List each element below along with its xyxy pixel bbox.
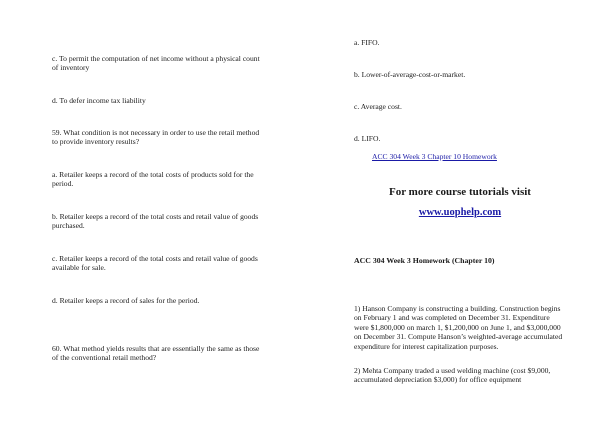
- answer-option-b: b. Lower-of-average-cost-or-market.: [354, 70, 466, 79]
- answer-option-c: c. Average cost.: [354, 102, 402, 111]
- option-c-text: c. To permit the computation of net income without a physical count of inventory: [52, 54, 260, 73]
- answer-option-a: a. FIFO.: [354, 38, 380, 47]
- chapter-homework-link[interactable]: ACC 304 Week 3 Chapter 10 Homework: [372, 152, 497, 161]
- question-59-option-d: d. Retailer keeps a record of sales for the period.: [52, 296, 200, 305]
- question-59: 59. What condition is not necessary in order to use the retail method to provide inventory results?: [52, 128, 260, 147]
- question-60: 60. What method yields results that are essentially the same as those of the conventional retail method?: [52, 344, 260, 363]
- question-59-option-c: c. Retailer keeps a record of the total costs and retail value of goods available for sale.: [52, 254, 258, 273]
- promo-site-link[interactable]: www.uophelp.com: [418, 207, 502, 218]
- promo-heading: For more course tutorials visit: [389, 186, 531, 198]
- question-59-option-b: b. Retailer keeps a record of the total costs and retail value of goods purchased.: [52, 212, 259, 231]
- answer-option-d: d. LIFO.: [354, 134, 381, 143]
- problem-2: 2) Mehta Company traded a used welding machine (cost $9,000, accumulated depreciation $3,000) for office equipment: [354, 366, 551, 385]
- problem-1: 1) Hanson Company is constructing a building. Construction begins on February 1 and was completed on December 31. Expenditure were $1,800,000 on march 1, $1,200,000 on June 1, and $3,000,000 on December 31. Compute Hanson’s weighted-average accumulated expenditure for interest capitalization purposes.: [354, 304, 563, 351]
- option-d-text: d. To defer income tax liability: [52, 96, 146, 105]
- homework-title: ACC 304 Week 3 Homework (Chapter 10): [354, 256, 495, 265]
- question-59-option-a: a. Retailer keeps a record of the total costs of products sold for the period.: [52, 170, 254, 189]
